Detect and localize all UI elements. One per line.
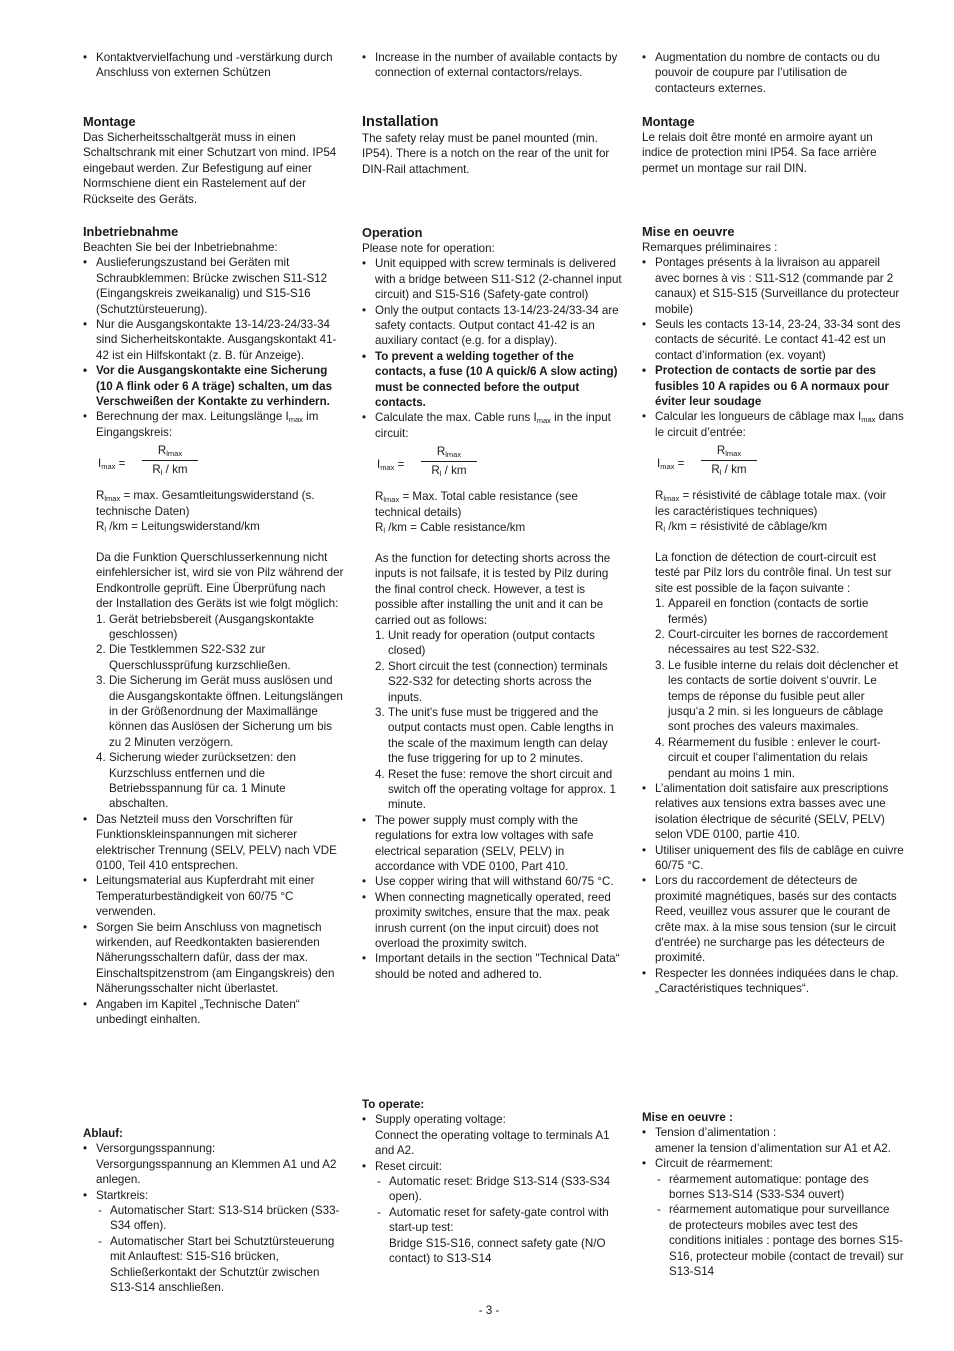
en-formula: $I_{max}$ = $R_{lmax}$ $R_l$ / km: [375, 443, 624, 489]
fr-bullet-reed: • Lors du raccordement de détecteurs de proximité magnétiques, basés sur des contacts Reed, veuillez vous assurer que le courant de crête max. à la mise sous tension (sur le circuit d'entrée) ne surcharge pas les détecteurs de proximité.: [642, 873, 904, 965]
de-montage-heading: Montage: [83, 114, 136, 129]
fr-def-rlmax: $R_{lmax}$ = résistivité de câblage totale max. (voir les caractéristiques techniques): [655, 489, 887, 518]
en-step-1: 1. Unit ready for operation (output contacts closed): [375, 628, 595, 658]
de-bullet-cable-length: • Berechnung der max. Leitungslänge $I_{max}$ im Eingangskreis: $I_{max}$ = $R_{lmax}$ $R_l$ / km $R_{lmax} = \max$. Gesamtleitungswiderstand (s. technische Daten) $R_l$ /km = Leitungswiderstand/km Da die Funktion Querschlusserkennung nicht einfehlersicher ist, wird sie von Pilz während der Endkontrolle geprüft. Eine Überprüfung nach der Installation des Geräts ist wie folgt möglich:: [83, 409, 345, 611]
de-intro-bullet: • Kontaktvervielfachung und -verstärkung durch Anschluss von externen Schützen: [83, 50, 345, 81]
en-bullet-reed: • When connecting magnetically operated, reed proximity switches, ensure that the max. peak inrush current (on the input circuit) does not overload the proximity switch.: [362, 890, 624, 952]
de-inbetrieb-section: [83, 224, 345, 1027]
en-tooperate-supply: • Supply operating voltage: Connect the operating voltage to terminals A1 and A2.: [362, 1112, 624, 1158]
fr-short-para: La fonction de détection de court-circuit est testé par Pilz lors du contrôle final. Un test sur site est possible de la façon suivante :: [655, 550, 892, 595]
fr-bullet-techdata: • Respecter les données indiquées dans le chap. „Caractéristiques techniques“.: [642, 966, 904, 997]
de-ablauf-heading: Ablauf:: [83, 1127, 123, 1140]
de-short-para: Da die Funktion Querschlusserkennung nicht einfehlersicher ist, wird sie von Pilz während der Endkontrolle geprüft. Eine Überprüfung nach der Installation des Geräts ist wie folgt möglich:: [96, 550, 344, 611]
fr-mise-intro: Remarques préliminaires :: [642, 241, 778, 254]
de-def-rl: $R_l$ /km = Leitungswiderstand/km: [96, 520, 260, 535]
en-step-4: 4. Reset the fuse: remove the short circuit and switch off the operating voltage for approx. 1 minute.: [375, 767, 616, 812]
en-install-heading: Installation: [362, 114, 439, 130]
en-bullet-safety-contacts: • Only the output contacts 13-14/23-24/33-34 are safety contacts. Output contact 41-42 is an auxiliary contact (e.g. for a display).: [362, 303, 624, 349]
en-def-rl: $R_l$ /km = Cable resistance/km: [375, 521, 526, 536]
en-install-section: [362, 114, 624, 177]
de-montage-text: Das Sicherheitsschaltgerät muss in einen Schaltschrank mit einer Schutzart von mind. IP54 eingebaut werden. Zur Befestigung auf einer Normschiene dient ein Rastelement auf der Rückseite des Geräts.: [83, 131, 337, 206]
en-bullet-cable-length: • Calculate the max. Cable runs $I_{max}$ in the input circuit: $I_{max}$ = $R_{lmax}$ $R_l$ / km $R_{lmax}$ = Max. Total cable resistance (see technical details) $R_l$ /km = Cable resistance/km As the function for detecting shorts across the inputs is not failsafe, it is tested by Pilz during the final control check. However, a test is possible after installing the unit and it can be carried out as follows:: [362, 410, 624, 627]
en-bullet-techdata: • Important details in the section "Technical Data“ should be noted and adhered to.: [362, 951, 624, 982]
de-start-auto: - Automatischer Start: S13-S14 brücken (S33-S34 offen).: [96, 1203, 345, 1234]
en-test-steps: [362, 628, 624, 813]
de-step-4: 4. Sicherung wieder zurücksetzen: den Kurzschluss entfernen und die Betriebsspannung für ca. 1 Minute abschalten.: [96, 751, 296, 811]
de-bullet-copper: • Leitungsmaterial aus Kupferdraht mit einer Temperaturbeständigkeit von 60/75 °C verwenden.: [83, 873, 345, 919]
de-bullet-safety-contacts: • Nur die Ausgangskontakte 13-14/23-24/33-34 sind Sicherheitskontakte. Ausgangskontakt 41-42 ist ein Hilfskontakt (z. B. für Anzeige).: [83, 317, 345, 363]
fr-bullet-cable-length: • Calcular les longueurs de câblage $\max I_{max}$ dans le circuit d’entrée: $I_{max}$ = $R_{lmax}$ $R_l$ / km $R_{lmax}$ = résistivité de câblage totale max. (voir les caractéristiques techniques) $R_l$ /km = résistivité de câblage/km La fonction de détection de court-circuit est testé par Pilz lors du contrôle final. Un test sur site est possible de la façon suivante :: [642, 409, 904, 596]
fr-reset-auto: - réarmement automatique: pontage des bornes S13-S14 (S33-S34 ouvert): [655, 1172, 904, 1203]
fr-test-steps: [642, 596, 904, 781]
de-bullet-fuse: • Vor die Ausgangskontakte eine Sicherung (10 A flink oder 6 A träge) schalten, um das Verschweißen der Kontakte zu verhindern.: [83, 363, 345, 409]
de-ablauf-start: • Startkreis: - Automatischer Start: S13-S14 brücken (S33-S34 offen). - Automatischer Start bei Schutztürsteuerung mit Anlauftest: S15-S16 brücken, Schließerkontakt der Schutztür zwischen S13-S14 anschließen.: [83, 1188, 345, 1296]
de-montage-section: [83, 114, 345, 207]
fr-bullet-delivery: • Pontages présents à la livraison au appareil avec bornes à vis : S11-S12 (commande par 2 canaux) et S15-S15 (Surveillance du protecteur mobile): [642, 255, 904, 317]
de-step-1: 1. Gerät betriebsbereit (Ausgangskontakte geschlossen): [96, 612, 314, 641]
fr-mise-heading: Mise en oeuvre: [642, 224, 735, 239]
de-intro-section: [83, 50, 345, 81]
de-bullet-reed: • Sorgen Sie beim Anschluss von magnetisch wirkenden, auf Reedkontakten basierenden Näherungsschaltern dafür, dass der max. Einschaltspitzenstrom (am Eingangskreis) den Näherungsschalter nicht überlastet.: [83, 920, 345, 997]
en-operation-intro: Please note for operation:: [362, 242, 495, 255]
fr-mise2-reset: • Circuit de réarmement: - réarmement automatique: pontage des bornes S13-S14 (S33-S34 ouvert) - réarmement automatique pour surveillance de protecteurs mobiles avec test des conditions initiales : pontage des bornes S15-S16, protecteur mobile (contact de trevail) sur S13-S14: [642, 1156, 904, 1279]
fr-def-rl: $R_l$ /km = résistivité de câblage/km: [655, 520, 828, 535]
en-intro-section: [362, 50, 624, 81]
en-intro-bullet: • Increase in the number of available contacts by connection of external contactors/relays.: [362, 50, 624, 81]
fr-mise-section: [642, 224, 904, 997]
en-bullet-power-supply: • The power supply must comply with the regulations for extra low voltages with safe electrical separation (SELV, PELV) in accordance with VDE 0100, Part 410.: [362, 813, 624, 875]
fr-mise2-heading: Mise en oeuvre :: [642, 1111, 733, 1124]
page-number: - 3 -: [478, 1304, 500, 1317]
fr-step-2: 2. Court-circuiter les bornes de raccordement nécessaires au test S22-S32.: [655, 627, 888, 657]
fr-mise2-section: [642, 1110, 904, 1279]
en-tooperate-section: [362, 1097, 624, 1266]
en-bullet-copper: • Use copper wiring that will withstand 60/75 °C.: [362, 874, 624, 889]
en-bullet-delivery: • Unit equipped with screw terminals is delivered with a bridge between S11-S12 (2-channel input circuit) and S15-S16 (Safety-gate control): [362, 256, 624, 302]
de-def-rlmax: $R_{lmax} = \max$. Gesamtleitungswiderstand (s. technische Daten): [96, 489, 315, 518]
de-step-2: 2. Die Testklemmen S22-S32 zur Querschlussprüfung kurzschließen.: [96, 643, 291, 672]
de-ablauf-supply: • Versorgungsspannung: Versorgungsspannung an Klemmen A1 und A2 anlegen.: [83, 1141, 345, 1187]
en-tooperate-reset: • Reset circuit: - Automatic reset: Bridge S13-S14 (S33-S34 open). - Automatic reset for safety-gate control with start-up test: Bridge S15-S16, connect safety gate (N/O contact) to S13-S14: [362, 1159, 624, 1267]
fr-step-3: 3. Le fusible interne du relais doit déclencher et les contacts de sortie doivent s‘ouvrir. Le temps de réponse du fusible peut aller jusqu‘a 2 min. si les longueurs de câblage sont proches des valeurs maximales.: [655, 658, 899, 734]
fr-formula: $I_{max}$ = $R_{lmax}$ $R_l$ / km: [655, 442, 904, 488]
en-step-2: 2. Short circuit the test (connection) terminals S22-S32 for detecting shorts across the inputs.: [375, 659, 608, 704]
fr-reset-auto-gate: - réarmement automatique pour surveillance de protecteurs mobiles avec test des conditions initiales : pontage des bornes S15-S16, protecteur mobile (contact de trevail) sur S13-S14: [655, 1202, 904, 1279]
de-bullet-power-supply: • Das Netzteil muss den Vorschriften für Funktionskleinspannungen mit sicherer elektrischer Trennung (SELV, PELV) nach VDE 0100, Teil 410 entsprechen.: [83, 812, 345, 874]
de-inbetrieb-intro: Beachten Sie bei der Inbetriebnahme:: [83, 241, 278, 254]
fr-intro-bullet: • Augmentation du nombre de contacts ou du pouvoir de coupure par l’utilisation de contacteurs externes.: [642, 50, 904, 96]
en-bullet-fuse: • To prevent a welding together of the contacts, a fuse (10 A quick/6 A slow acting) must be connected before the output contacts.: [362, 349, 624, 411]
de-ablauf-section: [83, 1126, 345, 1295]
fr-montage-heading: Montage: [642, 114, 695, 129]
fr-step-4: 4. Réarmement du fusible : enlever le court-circuit et couper l‘alimentation du relais pendant au moins 1 min.: [655, 735, 881, 780]
en-reset-auto-gate: - Automatic reset for safety-gate control with start-up test: Bridge S15-S16, connect safety gate (N/O contact) to S13-S14: [375, 1205, 624, 1267]
en-reset-auto: - Automatic reset: Bridge S13-S14 (S33-S34 open).: [375, 1174, 624, 1205]
fr-mise2-supply: • Tension d’alimentation : amener la tension d’alimentation sur A1 et A2.: [642, 1125, 904, 1156]
de-start-auto-gate: - Automatischer Start bei Schutztürsteuerung mit Anlauftest: S15-S16 brücken, Schließerkontakt der Schutztür zwischen S13-S14 anschließen.: [96, 1234, 345, 1296]
de-test-steps: [83, 612, 345, 812]
en-step-3: 3. The unit's fuse must be triggered and the output contacts must open. Cable lengths in the scale of the maximum length can delay the fuse triggering for up to 2 minutes.: [375, 705, 614, 766]
fr-intro-section: [642, 50, 904, 96]
en-operation-heading: Operation: [362, 225, 423, 240]
en-install-text: The safety relay must be panel mounted (min. IP54). There is a notch on the rear of the unit for DIN-Rail attachment.: [362, 132, 610, 176]
en-tooperate-heading: To operate:: [362, 1098, 425, 1111]
fr-step-1: 1. Appareil en fonction (contacts de sortie fermés): [655, 597, 869, 626]
de-bullet-delivery: • Auslieferungszustand bei Geräten mit Schraubklemmen: Brücke zwischen S11-S12 (Eingangskreis zweikanalig) und S15-S16 (Schutztürsteuerung).: [83, 255, 345, 317]
fr-bullet-safety-contacts: • Seuls les contacts 13-14, 23-24, 33-34 sont des contacts de sécurité. Le contact 41-42 est un contact d’information (ex. voyant): [642, 317, 904, 363]
en-short-para: As the function for detecting shorts across the inputs is not failsafe, it is tested by Pilz during the final control check. However, a test is possible after installing the unit and it can be carried out as follows:: [375, 551, 611, 627]
fr-bullet-fuse: • Protection de contacts de sortie par des fusibles 10 A rapides ou 6 A normaux pour éviter leur soudage: [642, 363, 904, 409]
de-inbetrieb-heading: Inbetriebnahme: [83, 224, 179, 239]
fr-montage-section: [642, 114, 904, 176]
fr-bullet-power-supply: • L’alimentation doit satisfaire aux prescriptions relatives aux tensions extra basses avec une isolation électrique de sécurité (SELV, PELV) selon VDE 0100, partie 410.: [642, 781, 904, 843]
de-step-3: 3. Die Sicherung im Gerät muss auslösen und die Ausgangskontakte öffnen. Leitungslängen in der Größenordnung der Maximallänge können das Auslösen der Sicherung um bis zu 2 Minuten verzögern.: [96, 674, 343, 749]
de-formula: $I_{max}$ = $R_{lmax}$ $R_l$ / km: [96, 442, 345, 488]
fr-montage-text: Le relais doit être monté en armoire ayant un indice de protection mini IP54. Sa face arrière permet un montage sur rail DIN.: [642, 131, 877, 175]
en-def-rlmax: $R_{lmax}$ = Max. Total cable resistance (see technical details): [375, 490, 578, 519]
fr-bullet-copper: • Utiliser uniquement des fils de cablâge en cuivre 60/75 °C.: [642, 843, 904, 874]
de-bullet-techdata: • Angaben im Kapitel „Technische Daten“ unbedingt einhalten.: [83, 997, 345, 1028]
en-operation-section: [362, 225, 624, 982]
